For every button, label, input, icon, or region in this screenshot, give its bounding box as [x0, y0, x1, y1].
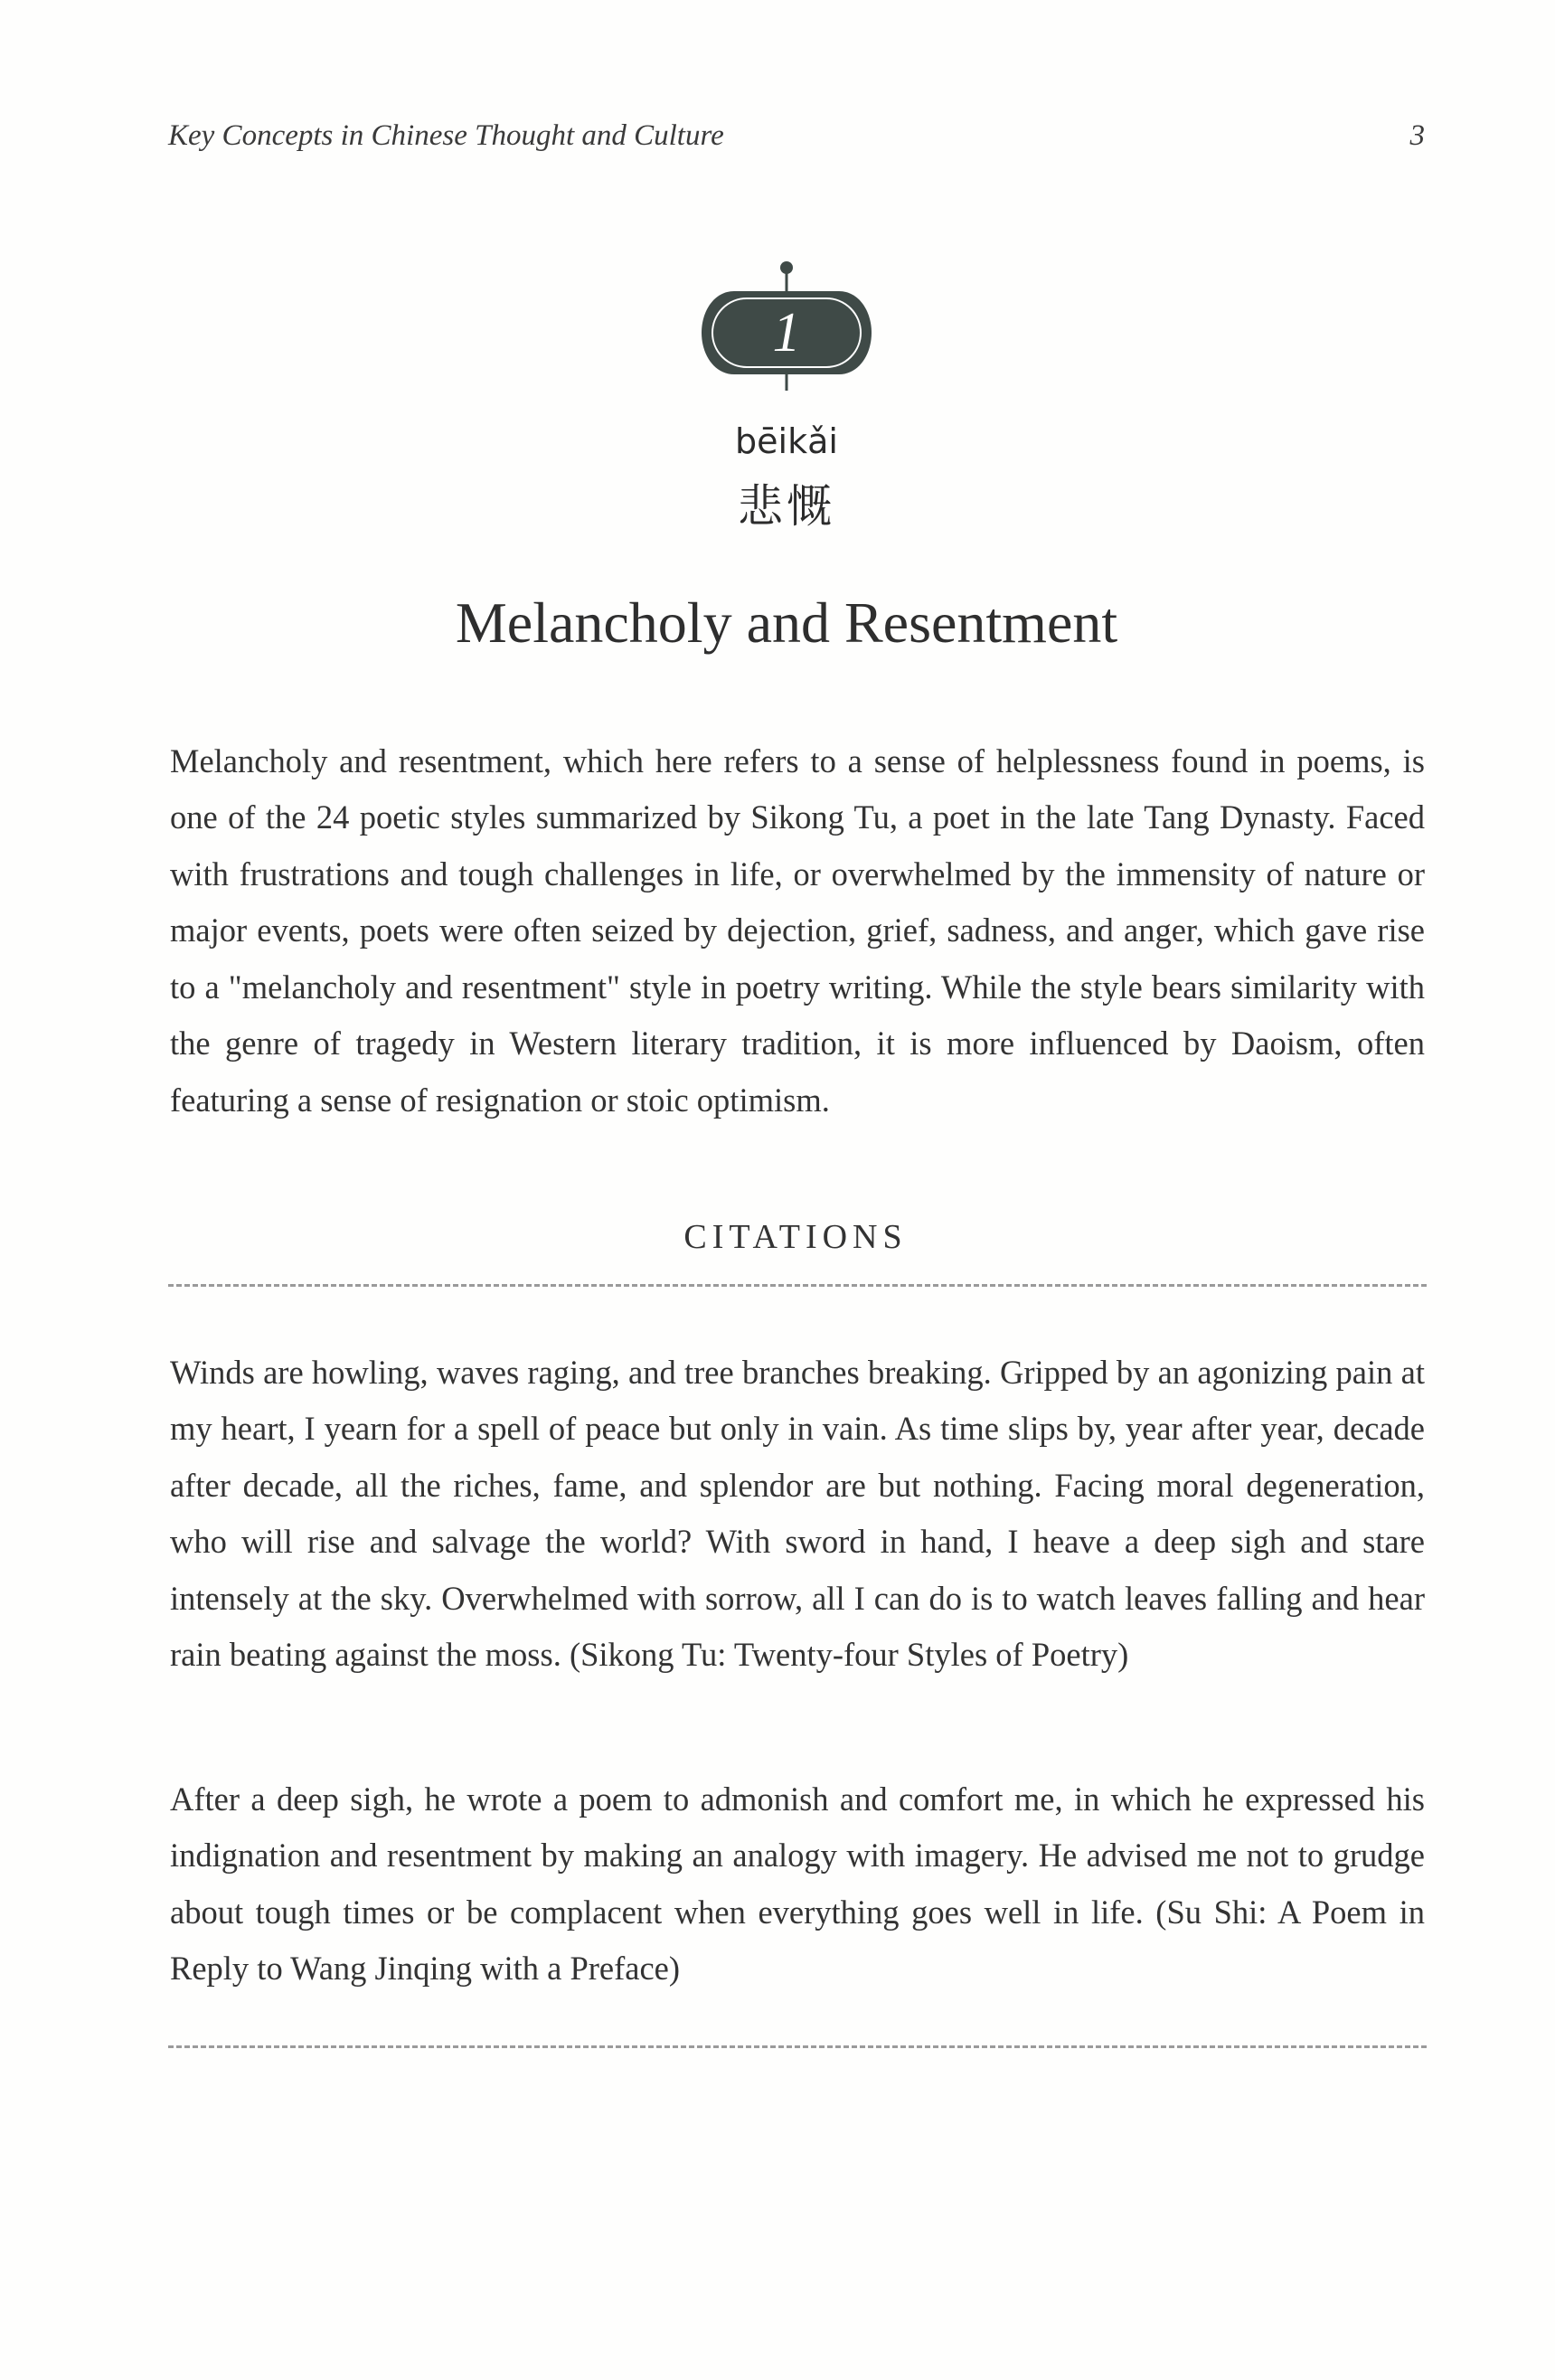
entry-hanzi: 悲慨: [738, 480, 835, 533]
entry-number-badge: [687, 255, 886, 400]
running-head: [168, 119, 1425, 156]
citations-top-rule: [168, 1284, 1427, 1287]
citation-item: After a deep sigh, he wrote a poem to admonish and comfort me, in which he expressed his indignation and resentment by making an analogy with imagery. He advised me not to grudge about tough times or be complacent when everything goes well in life. (Su Shi: A Poem in Reply to Wang Jinqing with a Preface): [170, 1780, 1425, 1987]
entry-pinyin: bēikǎi: [735, 421, 838, 461]
entry-title: Melancholy and Resentment: [455, 590, 1118, 655]
citations-heading: CITATIONS: [683, 1218, 908, 1256]
entry-number: 1: [772, 302, 801, 364]
page-number: 3: [1409, 119, 1425, 152]
citations-bottom-rule: [168, 2045, 1427, 2048]
entry-definition: Melancholy and resentment, which here refers to a sense of helplessness found in poems, is one of the 24 poetic styles summarized by Sikong Tu, a poet in the late Tang Dynasty. Faced with frustrations and tough challenges in life, or overwhelmed by the immensity of nature or major events, poets were often seized by dejection, grief, sadness, and anger, which gave rise to a "melancholy and resentment" style in poetry writing. While the style bears similarity with the genre of tragedy in Western literary tradition, it is more influenced by Daoism, often featuring a sense of resignation or stoic optimism.: [170, 741, 1425, 1119]
citation-item: Winds are howling, waves raging, and tree branches breaking. Gripped by an agonizing pain at my heart, I yearn for a spell of peace but only in vain. As time slips by, year after year, decade after decade, all the riches, fame, and splendor are but nothing. Facing moral degeneration, who will rise and salvage the world? With sword in hand, I heave a deep sigh and stare intensely at the sky. Overwhelmed with sorrow, all I can do is to watch leaves falling and hear rain beating against the moss. (Sikong Tu: Twenty-four Styles of Poetry): [170, 1353, 1425, 1673]
running-head-title: Key Concepts in Chinese Thought and Culture: [168, 119, 724, 152]
